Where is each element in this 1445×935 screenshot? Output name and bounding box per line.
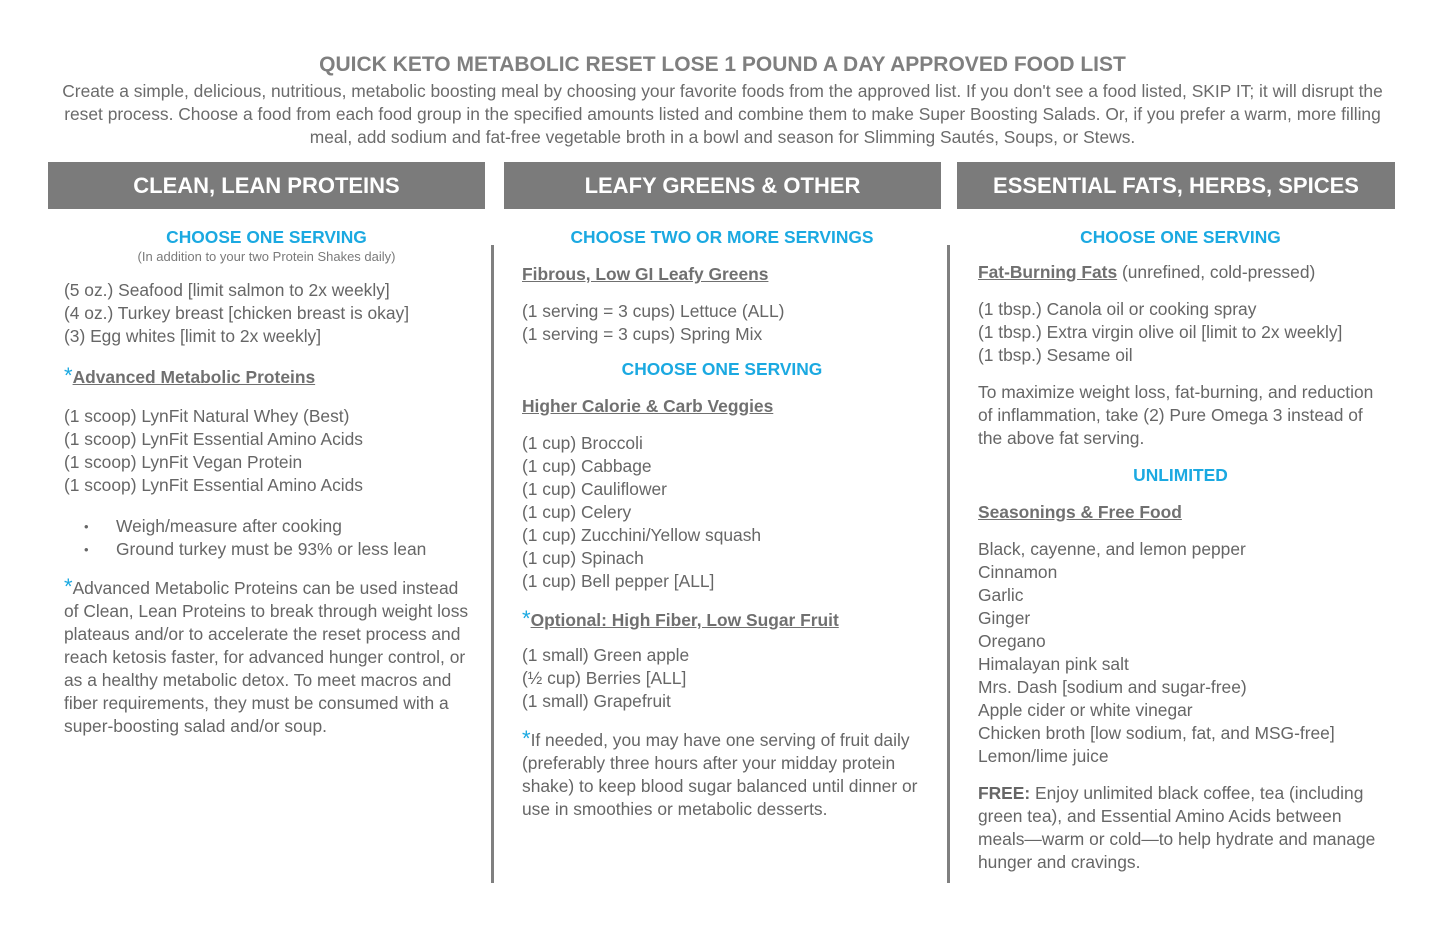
- list-item: (1 cup) Spinach: [522, 548, 644, 568]
- unlimited-label: UNLIMITED: [1133, 465, 1228, 485]
- cooking-bullets: [64, 515, 469, 561]
- column-fats: [978, 226, 1383, 874]
- list-item: (1 scoop) LynFit Natural Whey (Best): [64, 406, 350, 426]
- column-proteins: [64, 226, 469, 738]
- list-item: Cinnamon: [978, 562, 1058, 582]
- list-item: (1 tbsp.) Extra virgin olive oil [limit to 2x weekly]: [978, 322, 1343, 342]
- advanced-proteins-heading: [64, 364, 469, 389]
- choose-label: CHOOSE ONE SERVING: [166, 227, 367, 247]
- list-item: (1 small) Grapefruit: [522, 691, 671, 711]
- fruit-heading: [522, 607, 922, 632]
- list-item: Apple cider or white vinegar: [978, 700, 1193, 720]
- asterisk-mark: *: [522, 726, 531, 751]
- list-item: Ginger: [978, 608, 1031, 628]
- list-item: Black, cayenne, and lemon pepper: [978, 539, 1246, 559]
- fats-list: [978, 298, 1383, 367]
- header-fats: [957, 162, 1395, 209]
- intro-paragraph: Create a simple, delicious, nutritious, metabolic boosting meal by choosing your favorite foods from the approved list. If you don't see a food listed, SKIP IT; it will disrupt the reset process. Choose a food from each food group in the specified amounts listed and combine them to make Super Boosting Salads. Or, if you prefer a warm, more filling meal, add sodium and fat-free vegetable broth in a bowl and season for Slimming Sautés, Soups, or Stews.: [62, 81, 1383, 147]
- fruit-title: Optional: High Fiber, Low Sugar Fruit: [530, 610, 839, 630]
- asterisk-mark: *: [64, 363, 73, 388]
- advanced-proteins-title: Advanced Metabolic Proteins: [72, 367, 316, 387]
- column-divider: [947, 245, 950, 883]
- header-proteins: [48, 162, 485, 209]
- bullet-item: • Ground turkey must be 93% or less lean: [64, 538, 469, 561]
- list-item: Lemon/lime juice: [978, 746, 1109, 766]
- list-item: (1 tbsp.) Canola oil or cooking spray: [978, 299, 1257, 319]
- fats-qualifier: (unrefined, cold-pressed): [1117, 262, 1316, 282]
- fruit-list: [522, 644, 922, 713]
- header-greens-label: LEAFY GREENS & OTHER: [584, 172, 861, 198]
- list-item: (3) Egg whites [limit to 2x weekly]: [64, 326, 322, 346]
- column-divider: [491, 245, 494, 883]
- free-note: [978, 782, 1383, 874]
- seasonings-list: [978, 538, 1383, 768]
- list-item: (1 cup) Broccoli: [522, 433, 643, 453]
- veggies-title: Higher Calorie & Carb Veggies: [522, 396, 774, 416]
- footnote-text: If needed, you may have one serving of fruit daily (preferably three hours after your midday protein shake) to keep blood sugar balanced until dinner or use in smoothies or metabolic desserts.: [522, 730, 918, 819]
- fats-title: Fat-Burning Fats: [978, 262, 1118, 282]
- list-item: Chicken broth [low sodium, fat, and MSG-free]: [978, 723, 1335, 743]
- header-proteins-label: CLEAN, LEAN PROTEINS: [133, 172, 400, 198]
- free-text: Enjoy unlimited black coffee, tea (including green tea), and Essential Amino Acids between meals—warm or cold—to help hydrate and manage hunger and cravings.: [978, 783, 1376, 872]
- choose-label: CHOOSE TWO OR MORE SERVINGS: [570, 227, 874, 247]
- list-item: (½ cup) Berries [ALL]: [522, 668, 687, 688]
- page-title: QUICK KETO METABOLIC RESET LOSE 1 POUND A DAY APPROVED FOOD LIST: [319, 53, 1126, 76]
- greens-list: [522, 300, 922, 346]
- advanced-protein-list: [64, 405, 469, 497]
- list-item: (1 scoop) LynFit Essential Amino Acids: [64, 475, 363, 495]
- list-item: (1 serving = 3 cups) Lettuce (ALL): [522, 301, 785, 321]
- leafy-greens-title: Fibrous, Low GI Leafy Greens: [522, 264, 769, 284]
- list-item: (1 scoop) LynFit Essential Amino Acids: [64, 429, 363, 449]
- list-item: Oregano: [978, 631, 1046, 651]
- seasonings-title: Seasonings & Free Food: [978, 502, 1182, 522]
- list-item: (1 cup) Celery: [522, 502, 632, 522]
- list-item: (1 cup) Cauliflower: [522, 479, 667, 499]
- omega-note: To maximize weight loss, fat-burning, and reduction of inflammation, take (2) Pure Omega 3 instead of the above fat serving.: [978, 382, 1374, 448]
- list-item: Himalayan pink salt: [978, 654, 1129, 674]
- fruit-footnote: [522, 727, 922, 821]
- free-label: FREE:: [978, 783, 1031, 803]
- protein-shake-note: (In addition to your two Protein Shakes daily): [137, 249, 396, 264]
- bullet-item: • Weigh/measure after cooking: [64, 515, 469, 538]
- list-item: (4 oz.) Turkey breast [chicken breast is okay]: [64, 303, 410, 323]
- asterisk-mark: *: [64, 574, 73, 599]
- column-greens: [522, 226, 922, 821]
- list-item: (1 cup) Bell pepper [ALL]: [522, 571, 715, 591]
- list-item: Garlic: [978, 585, 1024, 605]
- fats-heading: [978, 261, 1383, 284]
- list-item: (1 scoop) LynFit Vegan Protein: [64, 452, 303, 472]
- choose-label: CHOOSE ONE SERVING: [621, 359, 823, 379]
- list-item: (1 serving = 3 cups) Spring Mix: [522, 324, 763, 344]
- asterisk-mark: *: [522, 606, 531, 631]
- list-item: Mrs. Dash [sodium and sugar-free): [978, 677, 1247, 697]
- protein-list: [64, 279, 469, 348]
- list-item: (1 cup) Cabbage: [522, 456, 652, 476]
- advanced-proteins-footnote: [64, 575, 469, 738]
- choose-label: CHOOSE ONE SERVING: [1080, 227, 1281, 247]
- list-item: (1 tbsp.) Sesame oil: [978, 345, 1133, 365]
- footnote-text: Advanced Metabolic Proteins can be used instead of Clean, Lean Proteins to break through weight loss plateaus and/or to accelerate the reset process and reach ketosis faster, for advanced hunger control, or as a healthy metabolic detox. To meet macros and fiber requirements, they must be consumed with a super-boosting salad and/or soup.: [64, 578, 469, 736]
- header-fats-label: ESSENTIAL FATS, HERBS, SPICES: [993, 172, 1359, 198]
- list-item: (1 cup) Zucchini/Yellow squash: [522, 525, 762, 545]
- list-item: (5 oz.) Seafood [limit salmon to 2x weekly]: [64, 280, 390, 300]
- list-item: (1 small) Green apple: [522, 645, 690, 665]
- header-greens: [504, 162, 941, 209]
- veggies-list: [522, 432, 922, 593]
